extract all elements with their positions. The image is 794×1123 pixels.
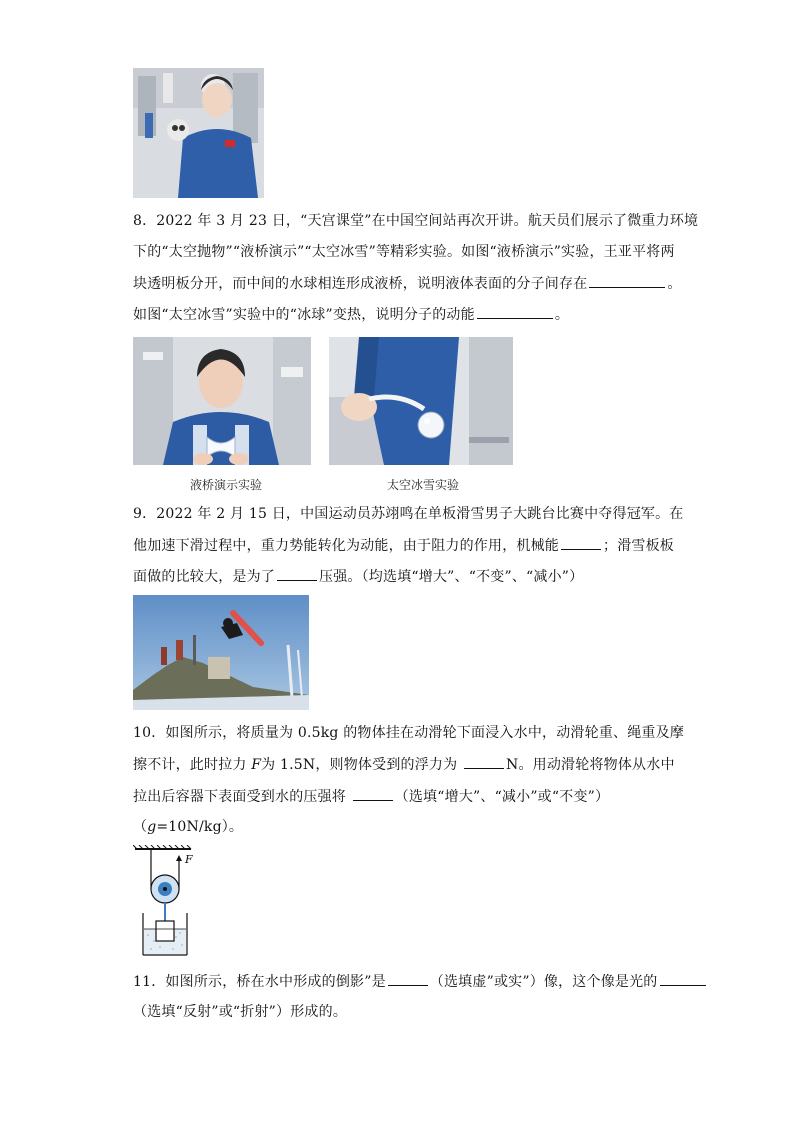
- q10-line-4-end: =10N/kg）。: [156, 819, 244, 835]
- q10-force-symbol: F: [251, 757, 262, 773]
- q9-line-3-end: 压强。（均选填“增大”、“不变”、“减小”）: [319, 569, 584, 585]
- q10-line-2-b: 为 1.5N，则物体受到的浮力为: [261, 757, 462, 773]
- space-ice-snow-photo: [329, 337, 513, 465]
- q11-line-1-text: 11．如图所示，桥在水中形成的倒影”是: [133, 974, 386, 990]
- q8-line-4: [133, 304, 569, 325]
- q11-line-1: [133, 971, 708, 992]
- q10-line-2-a: 擦不计，此时拉力: [133, 757, 252, 773]
- q9-answer-blank-1[interactable]: [561, 535, 601, 550]
- q10-g-symbol: g: [147, 819, 157, 835]
- q8-line-4-end: 。: [554, 307, 570, 323]
- q9-line-1: 9．2022 年 2 月 15 日，中国运动员苏翊鸣在单板滑雪男子大跳台比赛中夺得冠军。在: [133, 506, 684, 522]
- q9-answer-blank-2[interactable]: [277, 566, 317, 581]
- q9-line-3-text: 面做的比较大，是为了: [133, 569, 275, 585]
- q10-line-2-c: N。用动滑轮将物体从水中: [506, 757, 675, 773]
- liquid-bridge-photo: [133, 337, 311, 465]
- q10-answer-blank-1[interactable]: [464, 754, 504, 769]
- q10-line-3-text: 拉出后容器下表面受到水的压强将: [133, 789, 351, 805]
- q10-line-3-end: （选填“增大”、“减小”或“不变”）: [394, 789, 610, 805]
- caption-space-ice-snow: 太空冰雪实验: [387, 478, 460, 492]
- q8-line-3: [133, 273, 682, 294]
- q10-line-4-open: （: [133, 819, 148, 835]
- q9-line-2: [133, 535, 674, 556]
- q8-line-1: 8．2022 年 3 月 23 日，“天宫课堂”在中国空间站再次开讲。航天员们展示了微重力环境: [133, 213, 699, 229]
- q9-line-2-text: 他加速下滑过程中，重力势能转化为动能，由于阻力的作用，机械能: [133, 538, 559, 554]
- q11-answer-blank-1[interactable]: [388, 971, 428, 986]
- q10-line-4: [133, 817, 243, 837]
- q11-line-1-mid: （选填虚”或实”）像，这个像是光的: [429, 974, 658, 990]
- q9-line-3: [133, 566, 583, 587]
- q8-answer-blank-1[interactable]: [589, 273, 665, 288]
- q8-line-3-end: 。: [667, 276, 682, 292]
- diagram-force-label: F: [185, 853, 193, 866]
- q8-line-4-text: 如图“太空冰雪”实验中的“冰球”变热，说明分子的动能: [133, 307, 475, 323]
- q8-answer-blank-2[interactable]: [477, 304, 553, 319]
- q10-answer-blank-2[interactable]: [353, 786, 393, 801]
- astronaut-photo: [133, 68, 264, 198]
- q10-line-2: [133, 754, 675, 775]
- q10-line-1: 10．如图所示，将质量为 0.5kg 的物体挂在动滑轮下面浸入水中，动滑轮重、绳重及摩: [133, 725, 685, 741]
- q11-line-2: （选填“反射”或“折射”）形成的。: [133, 1004, 348, 1020]
- snowboard-jump-photo: [133, 595, 309, 710]
- q11-answer-blank-2[interactable]: [660, 971, 706, 986]
- q8-line-2: 下的“太空抛物”“液桥演示”“太空冰雪”等精彩实验。如图“液桥演示”实验，王亚平将两: [133, 244, 675, 260]
- q10-line-3: [133, 786, 609, 807]
- caption-liquid-bridge: 液桥演示实验: [190, 478, 263, 492]
- q9-line-2-end: ；滑雪板板: [603, 538, 674, 554]
- q8-line-3-text: 块透明板分开，而中间的水球相连形成液桥，说明液体表面的分子间存在: [133, 276, 588, 292]
- pulley-diagram: [133, 845, 203, 957]
